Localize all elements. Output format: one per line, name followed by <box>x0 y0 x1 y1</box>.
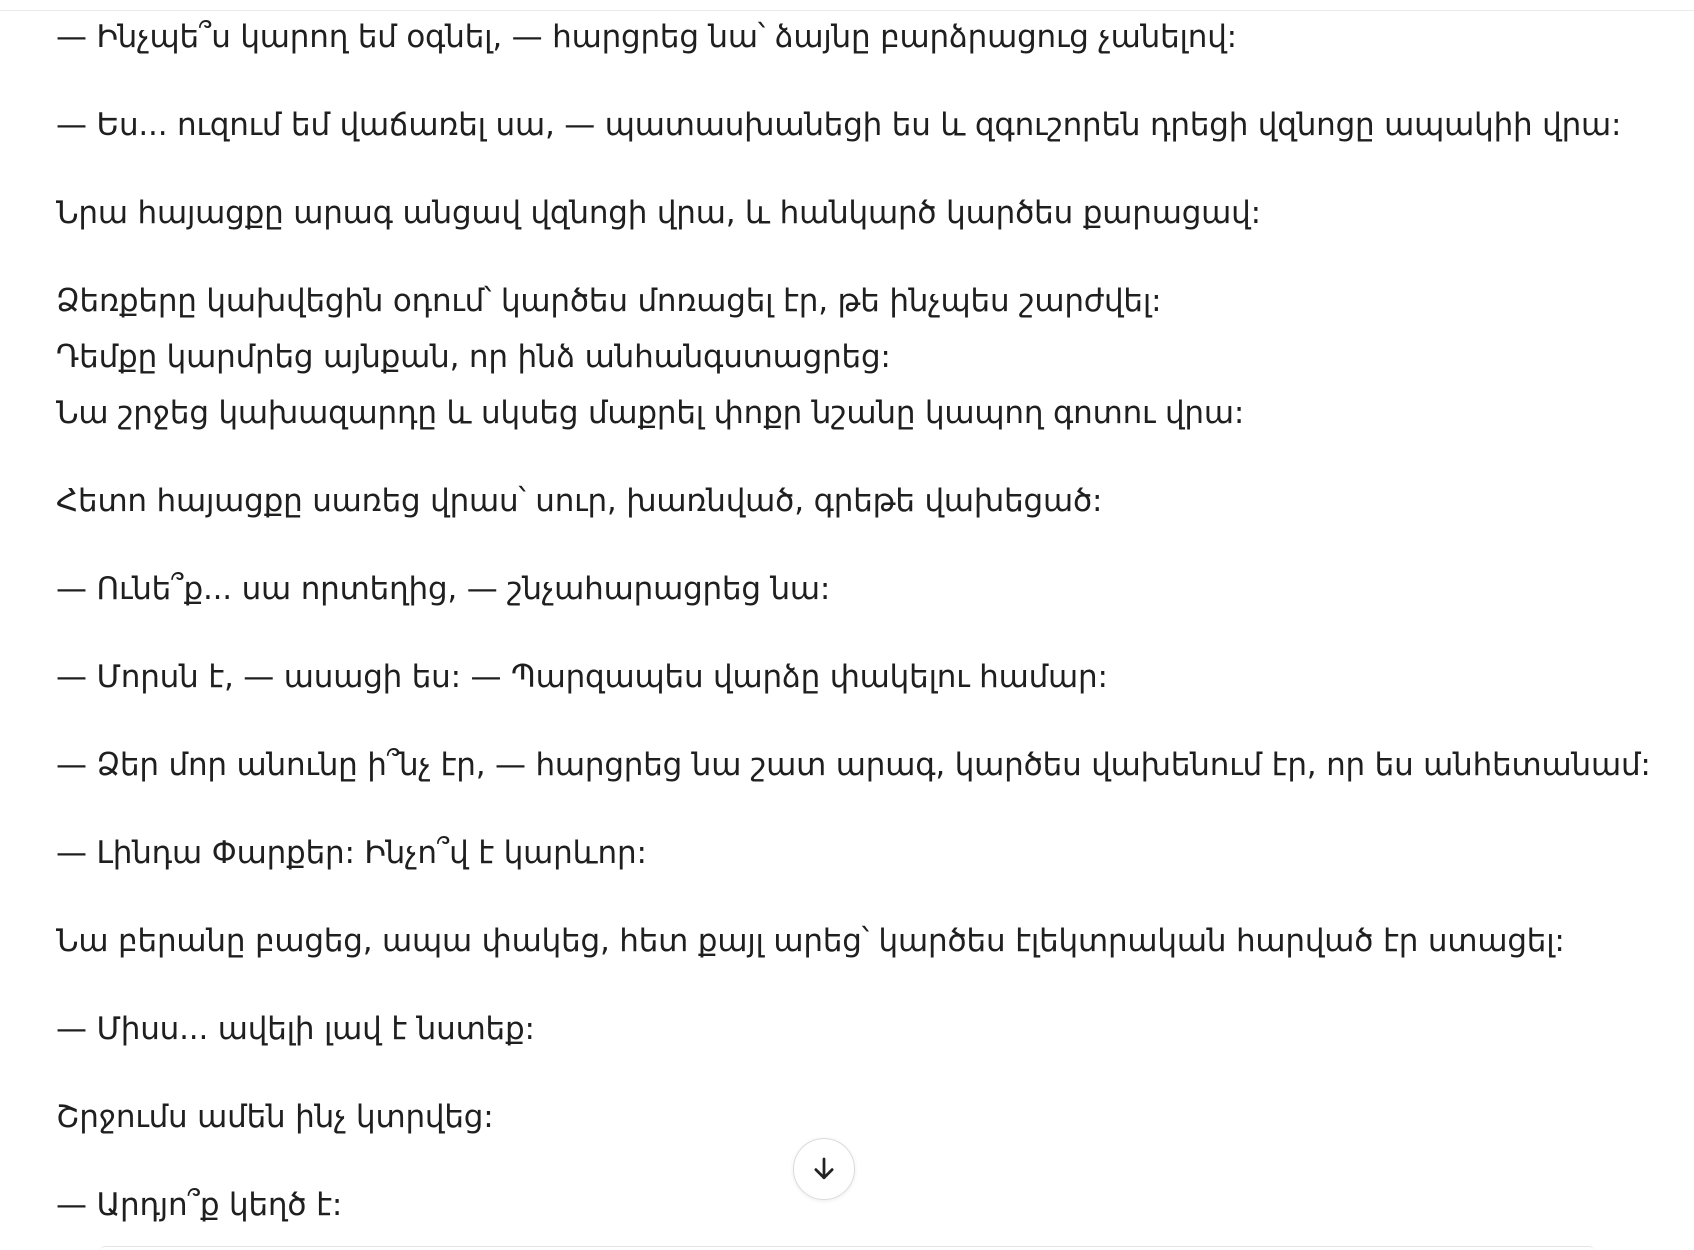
message-paragraph: — Ձեր մոր անունը ի՞նչ էր, — հարցրեց նա շատ արագ, կարծես վախենում էր, որ ես անհետանամ: <box>56 747 1651 783</box>
top-divider <box>0 0 1694 11</box>
message-paragraph: — Մորսն է, — ասացի ես: — Պարզապես վարձը փակելու համար: <box>56 659 1108 695</box>
chat-message-content <box>56 18 1651 1250</box>
message-paragraph: Շրջումս ամեն ինչ կտրվեց: <box>56 1099 494 1135</box>
message-paragraph: — Ես... ուզում եմ վաճառել սա, — պատասխանեցի ես և զգուշորեն դրեցի վզնոցը ապակիի վրա: <box>56 107 1622 143</box>
message-paragraph: Նրա հայացքը արագ անցավ վզնոցի վրա, և հանկարծ կարծես քարացավ: <box>56 195 1261 231</box>
arrow-down-icon <box>809 1154 839 1184</box>
message-line: Ձեռքերը կախվեցին օդում՝ կարծես մոռացել էր, թե ինչպես շարժվել: <box>56 283 1162 319</box>
message-paragraph: — Արդյո՞ք կեղծ է: <box>56 1187 343 1223</box>
scroll-to-bottom-button[interactable] <box>793 1138 855 1200</box>
message-paragraph-group <box>56 282 1616 433</box>
message-paragraph: — Լինդա Փարքեր: Ինչո՞վ է կարևոր: <box>56 835 647 871</box>
message-paragraph: — Ինչպե՞ս կարող եմ օգնել, — հարցրեց նա՝ ձայնը բարձրացուց չանելով: <box>56 19 1237 55</box>
message-paragraph: — Ունե՞ք... սա որտեղից, — շնչահարացրեց նա: <box>56 571 831 607</box>
message-line: Նա շրջեց կախազարդը և սկսեց մաքրել փոքր նշանը կապող գոտու վրա: <box>56 395 1245 431</box>
message-line: Դեմքը կարմրեց այնքան, որ ինձ անհանգստացրեց: <box>56 339 891 375</box>
message-paragraph: — Միսս... ավելի լավ է նստեք: <box>56 1011 535 1047</box>
message-paragraph: Նա բերանը բացեց, ապա փակեց, հետ քայլ արեց՝ կարծես էլեկտրական հարված էր ստացել: <box>56 923 1565 959</box>
message-paragraph: Հետո հայացքը սառեց վրաս՝ սուր, խառնված, գրեթե վախեցած: <box>56 483 1103 519</box>
message-composer[interactable] <box>100 1246 1594 1250</box>
